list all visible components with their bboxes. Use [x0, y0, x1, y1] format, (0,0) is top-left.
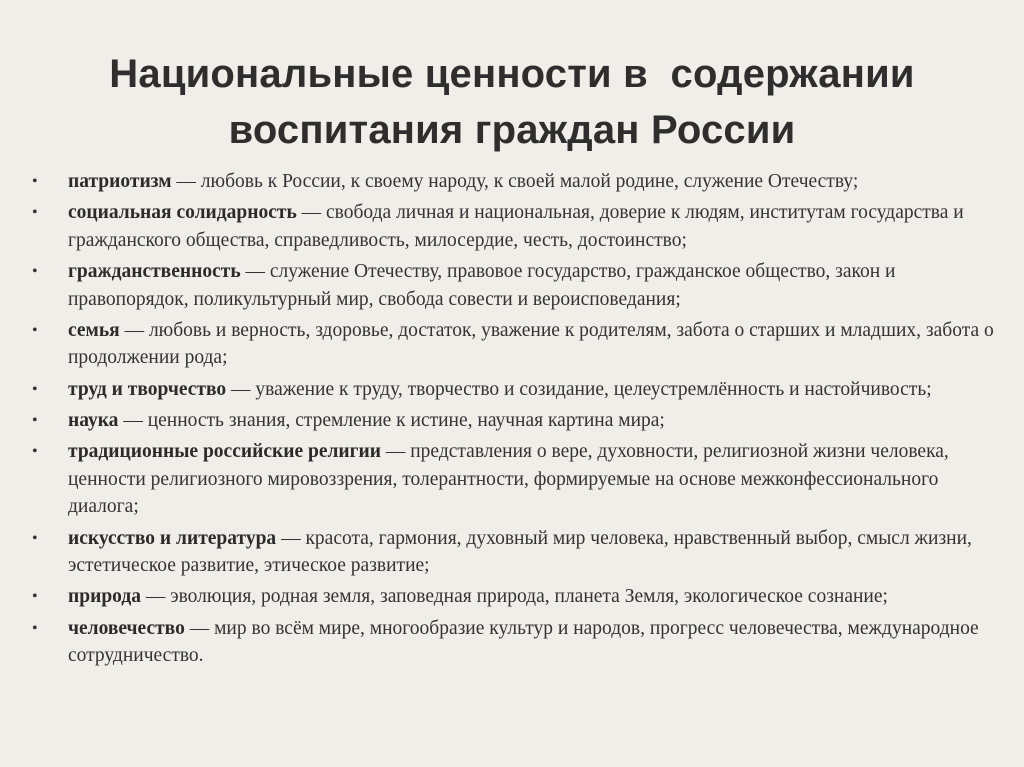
- item-description: — служение Отечеству, правовое государство, гражданское общество, закон и правопорядок, поликультурный мир, свобода совести и вероисповедания;: [68, 261, 896, 310]
- list-item-family: [32, 317, 1002, 372]
- item-description: — уважение к труду, творчество и созидание, целеустремлённость и настойчивость;: [226, 378, 932, 400]
- bullet-icon: •: [32, 529, 38, 547]
- bullet-icon: •: [32, 588, 38, 606]
- list-item-art-literature: [32, 525, 1002, 580]
- bullet-icon: •: [32, 321, 38, 339]
- bullet-icon: •: [32, 263, 38, 281]
- list-item-labor-creativity: [32, 376, 1002, 404]
- item-term: гражданственность: [68, 261, 241, 283]
- list-item-science: [32, 407, 1002, 435]
- list-item-nature: [32, 583, 1002, 611]
- item-term: человечество: [68, 617, 185, 639]
- item-description: — свобода личная и национальная, доверие к людям, институтам государства и гражданского общества, справедливость, милосердие, честь, достоинство;: [68, 202, 964, 251]
- item-term: природа: [68, 586, 141, 608]
- item-description: — любовь и верность, здоровье, достаток, уважение к родителям, забота о старших и младших, забота о продолжении рода;: [68, 319, 994, 369]
- bullet-icon: •: [32, 443, 38, 461]
- bullet-icon: •: [32, 619, 38, 637]
- values-list: [32, 168, 1002, 673]
- item-description: — любовь к России, к своему народу, к своей малой родине, служение Отечеству;: [171, 171, 859, 192]
- item-term: труд и творчество: [68, 378, 227, 400]
- item-description: — мир во всём мире, многообразие культур и народов, прогресс человечества, международное сотрудничество.: [68, 617, 979, 667]
- list-item-humanity: [32, 615, 1002, 670]
- item-description: — эволюция, родная земля, заповедная природа, планета Земля, экологическое сознание;: [140, 586, 888, 608]
- item-description: — красота, гармония, духовный мир человека, нравственный выбор, смысл жизни, эстетическое развитие, этическое развитие;: [68, 527, 972, 577]
- list-item-social-solidarity: [32, 199, 1002, 254]
- item-description: — ценность знания, стремление к истине, научная картина мира;: [118, 409, 665, 431]
- list-item-religions: [32, 438, 1002, 521]
- bullet-icon: •: [32, 411, 38, 429]
- list-item-patriotism: [32, 168, 1002, 196]
- item-term: семья: [68, 319, 120, 341]
- item-term: искусство и литература: [68, 527, 277, 549]
- item-term: социальная солидарность: [68, 202, 297, 224]
- bullet-icon: •: [32, 173, 38, 190]
- slide-title-line-2: воспитания граждан России: [228, 108, 796, 152]
- item-term: наука: [68, 409, 119, 431]
- item-description: — представления о вере, духовности, религиозной жизни человека, ценности религиозного мировоззрения, толерантности, формируемые на основе межконфессионального диалога;: [68, 441, 949, 518]
- bullet-icon: •: [32, 380, 38, 398]
- list-item-citizenship: [32, 258, 1002, 313]
- bullet-icon: •: [32, 204, 38, 222]
- item-term: патриотизм: [68, 171, 172, 192]
- slide-title: [60, 46, 964, 158]
- item-term: традиционные российские религии: [68, 441, 381, 463]
- slide-title-line-1: Национальные ценности в содержании: [109, 52, 915, 96]
